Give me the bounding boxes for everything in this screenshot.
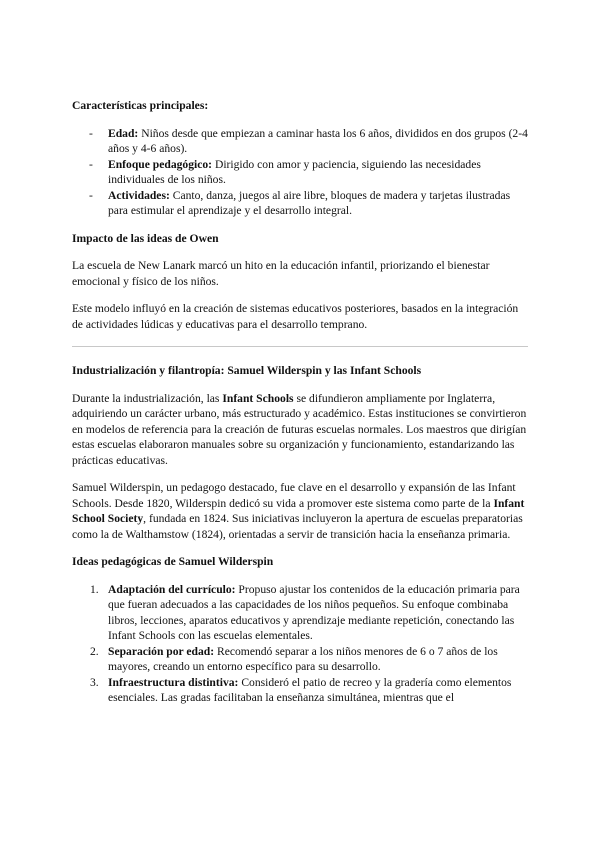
- horizontal-divider: [72, 346, 528, 347]
- list-item: [72, 157, 528, 188]
- list-item: [72, 675, 528, 706]
- heading-industrializacion: Industrialización y filantropía: Samuel Wilderspin y las Infant Schools: [72, 364, 422, 377]
- list-number: 3.: [90, 675, 99, 689]
- list-item-text: Consideró el patio de recreo y la gradería como elementos esenciales. Las gradas facilitaban la enseñanza simultánea, mientras que el: [108, 675, 512, 704]
- document-page: [72, 98, 528, 706]
- list-item-term: Adaptación del currículo:: [108, 582, 236, 596]
- list-item-term: Edad:: [108, 126, 139, 140]
- list-item: [72, 644, 528, 675]
- text-run: Durante la industrialización, las: [72, 391, 223, 405]
- list-item-text: Canto, danza, juegos al aire libre, bloques de madera y tarjetas ilustradas para estimular el aprendizaje y el desarrollo integral.: [108, 188, 511, 217]
- list-item-term: Actividades:: [108, 188, 170, 202]
- text-run: , fundada en 1824. Sus iniciativas incluyeron la apertura de escuelas preparatorias como la de Walthamstow (1824), orientadas a servir de transición hacia la enseñanza primaria.: [72, 512, 523, 541]
- heading-impacto: Impacto de las ideas de Owen: [72, 231, 219, 245]
- heading-ideas-pedagogicas: Ideas pedagógicas de Samuel Wilderspin: [72, 555, 274, 568]
- list-item-text: Niños desde que empiezan a caminar hasta los 6 años, divididos en dos grupos (2-4 años y 4-6 años).: [108, 126, 528, 155]
- characteristics-list: [72, 126, 528, 219]
- list-item: [72, 188, 528, 219]
- list-item-text: Dirigido con amor y paciencia, siguiendo las necesidades individuales de los niños.: [108, 157, 481, 186]
- list-item: [72, 126, 528, 157]
- list-item-term: Enfoque pedagógico:: [108, 157, 213, 171]
- dash-bullet: -: [89, 188, 93, 202]
- list-item-text: Recomendó separar a los niños menores de 6 o 7 años de los mayores, creando un entorno específico para su desarrollo.: [108, 644, 498, 673]
- text-run: se difundieron ampliamente por Inglaterra, adquiriendo un carácter urbano, más estructurado y académico. Estas instituciones se convirtieron en modelos de referencia para la creación de futuras escuelas normales. Los maestros que dirigían estas escuelas elaboraron manuales sobre su organización y funcionamiento, estandarizando las prácticas educativas.: [72, 391, 527, 467]
- list-item: [72, 582, 528, 644]
- dash-bullet: -: [89, 126, 93, 140]
- ideas-list: [72, 582, 528, 706]
- heading-caracteristicas: Características principales:: [72, 99, 209, 112]
- paragraph-wilderspin: [72, 480, 528, 542]
- paragraph-industrializacion: [72, 391, 528, 469]
- bold-term: Infant School Society: [72, 496, 525, 525]
- paragraph-impacto-2: Este modelo influyó en la creación de sistemas educativos posteriores, basados en la integración de actividades lúdicas y educativas para el desarrollo temprano.: [72, 302, 519, 331]
- paragraph-impacto-1: La escuela de New Lanark marcó un hito en la educación infantil, priorizando el bienestar emocional y físico de los niños.: [72, 259, 490, 288]
- bold-term: Infant Schools: [222, 391, 294, 405]
- list-item-term: Infraestructura distintiva:: [108, 675, 239, 689]
- text-run: Samuel Wilderspin, un pedagogo destacado, fue clave en el desarrollo y expansión de las Infant Schools. Desde 1820, Wilderspin dedicó su vida a promover este sistema como parte de la: [72, 481, 516, 510]
- list-number: 1.: [90, 582, 99, 596]
- dash-bullet: -: [89, 157, 93, 171]
- list-item-term: Separación por edad:: [108, 644, 215, 658]
- list-number: 2.: [90, 644, 99, 658]
- list-item-text: Propuso ajustar los contenidos de la educación primaria para que fueran adecuados a las capacidades de los niños pequeños. Su enfoque combinaba libros, lecciones, aparatos educativos y aprendizaje mediante repetición, conectando las Infant Schools con las escuelas elementales.: [108, 582, 520, 642]
